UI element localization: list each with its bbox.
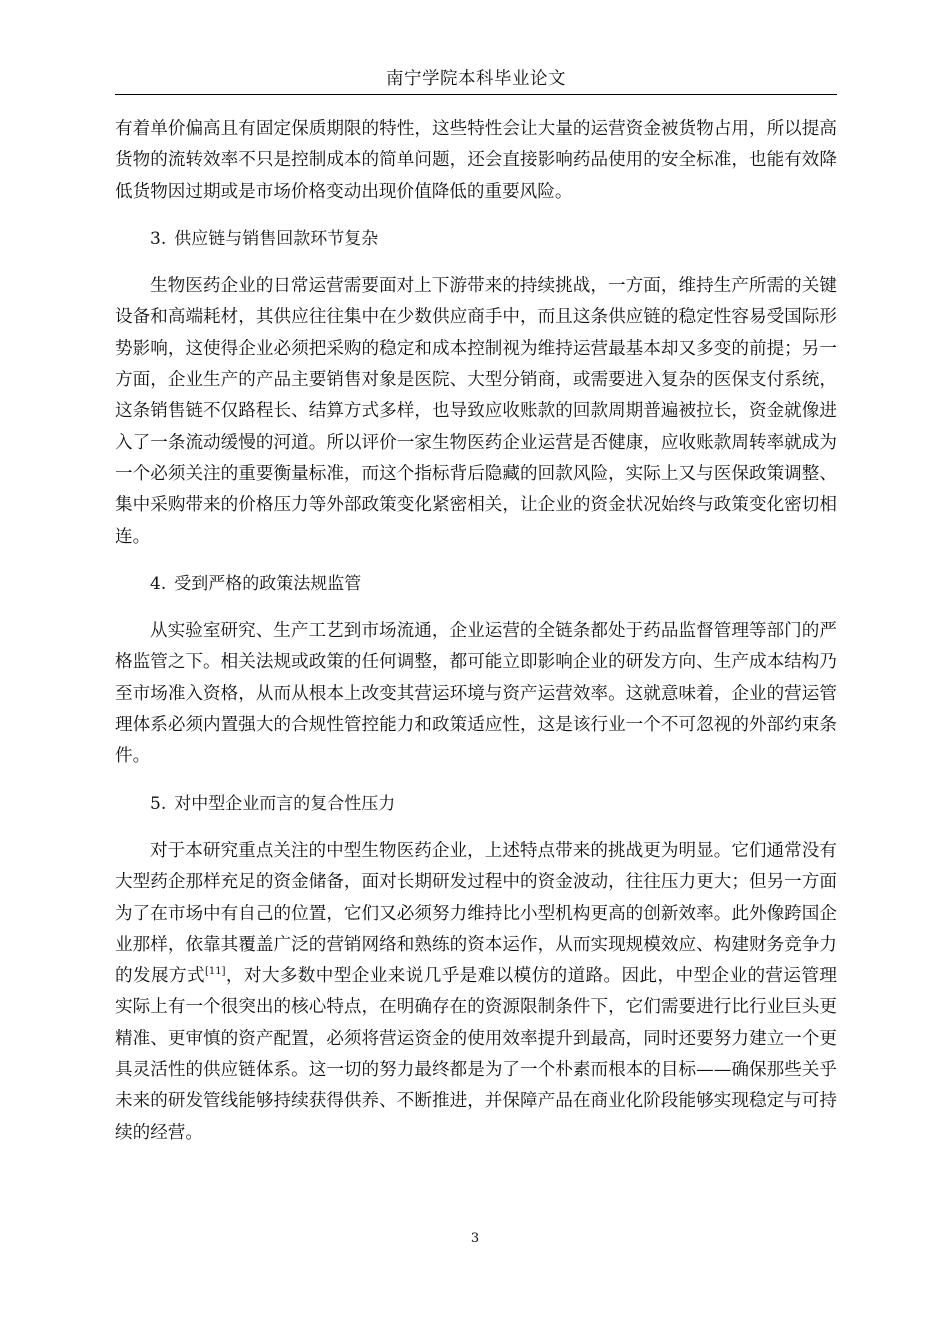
paragraph-text-part-1: 对于本研究重点关注的中型生物医药企业，上述特点带来的挑战更为明显。它们通常没有大型药企那样充足的资金储备，面对长期研发过程中的资金波动，往往压力更大；但另一方面为了在市场中有自己的位置，它们又必须努力维持比小型机构更高的创新效率。此外像跨国企业那样，依靠其覆盖广泛的营销网络和熟练的资本运作，从而实现规模效应、构建财务竞争力的发展方式	[115, 840, 837, 987]
paragraph-continuation: 有着单价偏高且有固定保质期限的特性，这些特性会让大量的运营资金被货物占用，所以提高货物的流转效率不只是控制成本的简单问题，还会直接影响药品使用的安全标准，也能有效降低货物因过期或是市场价格变动出现价值降低的重要风险。	[115, 119, 837, 202]
paragraph-regulation: 从实验室研究、生产工艺到市场流通，企业运营的全链条都处于药品监督管理等部门的严格监管之下。相关法规或政策的任何调整，都可能立即影响企业的研发方向、生产成本结构乃至市场准入资格，从而从根本上改变其营运环境与资产运营效率。这就意味着，企业的营运管理体系必须内置强大的合规性管控能力和政策适应性，这是该行业一个不可忽视的外部约束条件。	[115, 621, 837, 767]
paragraph-mid-size-pressure	[115, 836, 837, 1149]
heading-text: 受到严格的政策法规监管	[174, 573, 362, 594]
heading-text: 对中型企业而言的复合性压力	[174, 793, 396, 814]
body-text	[115, 114, 837, 1149]
section-heading-3	[115, 224, 837, 255]
paragraph-text-part-2: ，对大多数中型企业来说几乎是难以模仿的道路。因此，中型企业的营运管理实际上有一个很突出的核心特点，在明确存在的资源限制条件下，它们需要进行比行业巨头更精准、更审慎的资产配置，必须将营运资金的使用效率提升到最高，同时还要努力建立一个更具灵活性的供应链体系。这一切的努力最终都是为了一个朴素而根本的目标——确保那些关乎未来的研发管线能够持续获得供养、不断推进，并保障产品在商业化阶段能够实现稳定与可持续的经营。	[115, 966, 837, 1143]
section-heading-4	[115, 569, 837, 600]
section-heading-5	[115, 789, 837, 820]
heading-number: 3.	[150, 228, 167, 249]
heading-number: 5.	[150, 793, 167, 814]
heading-text: 供应链与销售回款环节复杂	[174, 228, 379, 249]
heading-number: 4.	[150, 573, 167, 594]
running-header: 南宁学院本科毕业论文	[386, 69, 566, 89]
page-number: 3	[470, 1231, 480, 1246]
header-rule	[115, 94, 837, 95]
paragraph-supply-chain: 生物医药企业的日常运营需要面对上下游带来的持续挑战，一方面，维持生产所需的关键设备和高端耗材，其供应往往集中在少数供应商手中，而且这条供应链的稳定性容易受国际形势影响，这使得企业必须把采购的稳定和成本控制视为维持运营最基本却又多变的前提；另一方面，企业生产的产品主要销售对象是医院、大型分销商，或需要进入复杂的医保支付系统，这条销售链不仅路程长、结算方式多样，也导致应收账款的回款周期普遍被拉长，资金就像进入了一条流动缓慢的河道。所以评价一家生物医药企业运营是否健康，应收账款周转率就成为一个必须关注的重要衡量标准，而这个指标背后隐藏的回款风险，实际上又与医保政策调整、集中采购带来的价格压力等外部政策变化紧密相关，让企业的资金状况始终与政策变化密切相连。	[115, 276, 837, 547]
citation-reference[interactable]: [11]	[204, 966, 226, 978]
